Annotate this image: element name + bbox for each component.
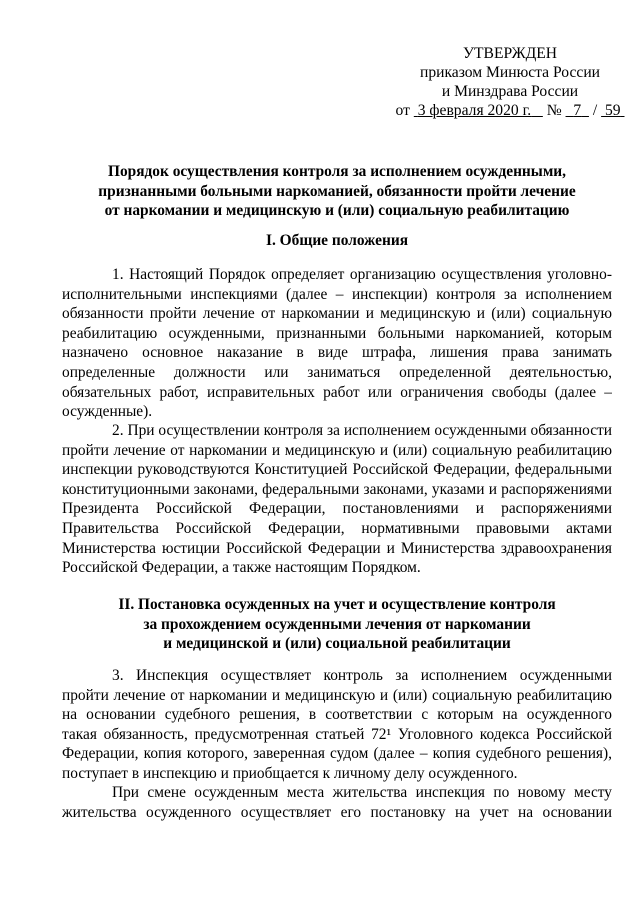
paragraph-4 [62,783,612,822]
text-line: Министерства юстиции Российской Федерации и Министерства здравоохранения [62,539,612,557]
text-line: определенные должности или заниматься определенной деятельностью, [62,363,612,381]
document-title [62,162,612,221]
approval-order: приказом Минюста России [419,64,601,81]
text-line: такая обязанность, предусмотренная статьей 72¹ Уголовного кодекса Российской [62,725,612,743]
approval-number-b: 59 [605,102,621,119]
text-line: конституционными законами, федеральными законами, указами и распоряжениями [62,480,612,498]
text-line: 2. При осуществлении контроля за исполнением осужденными обязанности [112,422,612,439]
approval-ministry: и Минздрава России [441,83,579,100]
text-line: Российской Федерации, а также настоящим Порядком. [62,559,421,577]
text-line: 3. Инспекция осуществляет контроль за исполнением осужденными [112,667,612,684]
text-line: реабилитацию осужденными, признанными больными наркоманией, которым [62,324,612,342]
text-line: инспекции руководствуются Конституцией Российской Федерации, федеральными [62,461,612,479]
approval-stamp [390,44,630,120]
text-line: назначено основное наказание в виде штрафа, лишения права занимать [62,344,612,362]
paragraph-3 [62,666,612,784]
text-line: При смене осужденным места жительства инспекция по новому месту [112,784,612,801]
heading-line: от наркомании и медицинскую и (или) социальную реабилитацию [104,202,570,220]
approval-heading: УТВЕРЖДЕН [462,45,557,62]
paragraph-2 [62,421,612,578]
text-line: исполнительными инспекциями (далее – инспекции) контроля за исполнением [62,285,612,303]
text-line: 1. Настоящий Порядок определяет организацию осуществления уголовно- [112,266,612,283]
heading-line: Порядок осуществления контроля за исполнением осужденными, [107,163,567,180]
section-2-heading [62,595,612,654]
approval-number-a: 7 [573,102,582,119]
heading-line: признанными больными наркоманией, обязанности пройти лечение [98,182,576,200]
text-line: жительства осужденного осуществляет его постановку на учет на основании [62,803,612,821]
text-line: Федерации, копия которого, заверенная судом (далее – копия судебного решения), [62,745,612,763]
text-line: на основании судебного решения, в соответствии с которым на осужденного [62,706,612,724]
heading-line: и медицинской и (или) социальной реабилитации [163,635,511,653]
heading-line: за прохождением осужденными лечения от наркомании [143,615,531,633]
approval-date: 3 февраля 2020 г. [417,102,532,119]
text-line: пройти лечение от наркомании и медицинскую и (или) социальную реабилитацию [62,441,612,459]
approval-date-line: от 3 февраля 2020 г. № 7 / 59 [390,101,630,120]
text-line: Президента Российской Федерации, постановлениями и распоряжениями [62,500,612,518]
text-line: Правительства Российской Федерации, нормативными правовыми актами [62,519,612,537]
text-line: обязательных работ, исправительных работ или ограничения свободы (далее – [62,383,612,401]
text-line: обязанности пройти лечение от наркомании и медицинскую и (или) социальную [62,305,612,323]
text-line: поступает в инспекцию и приобщается к личному делу осужденного. [62,764,518,782]
text-line: осужденные). [62,403,153,421]
heading-line: II. Постановка осужденных на учет и осуществление контроля [118,596,556,613]
paragraph-1 [62,265,612,422]
section-1-heading: I. Общие положения [265,232,409,249]
text-line: пройти лечение от наркомании и медицинскую и (или) социальную реабилитацию [62,686,612,704]
